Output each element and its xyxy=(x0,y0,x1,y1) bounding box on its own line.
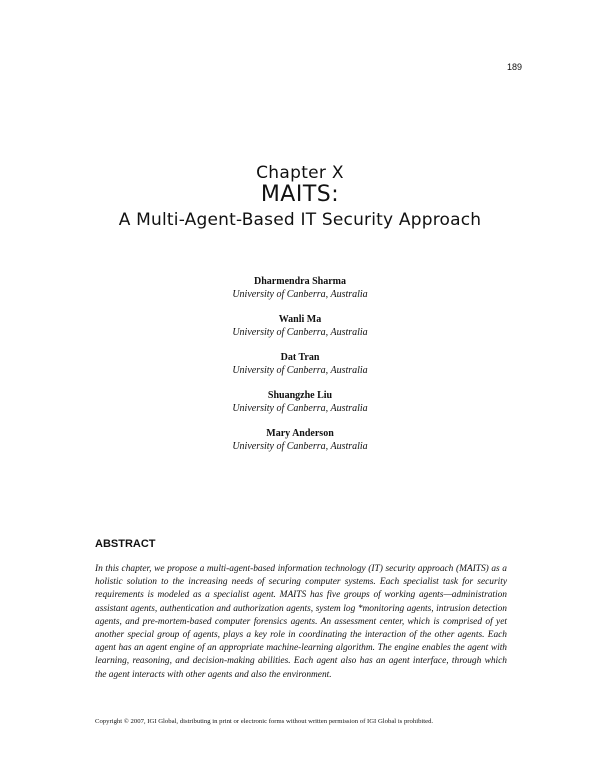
chapter-title: MAITS: xyxy=(260,182,340,207)
abstract-body: In this chapter, we propose a multi-agent-based information technology (IT) security approach (MAITS) as a holistic solution to the increasing needs of securing computer systems. Each specialist task for security requirements is modeled as a specialist agent. MAITS has five groups of working agents—administration assistant agents, authentication and authorization agents, system log *monitoring agents, intrusion detection agents, and pre-mortem-based computer forensics agents. An assessment center, which is comprised of yet another special group of agents, plays a key role in coordinating the interaction of the other agents. Each agent has an agent engine of an appropriate machine-learning algorithm. The engine enables the agent with learning, reasoning, and decision-making abilities. Each agent also has an agent interface, through which the agent interacts with other agents and also the environment. xyxy=(95,564,507,680)
chapter-subtitle: A Multi-Agent-Based IT Security Approach xyxy=(118,210,482,230)
author-block xyxy=(0,276,600,314)
author-affiliation: University of Canberra, Australia xyxy=(232,289,368,300)
author-affiliation: University of Canberra, Australia xyxy=(232,441,368,452)
author-name: Mary Anderson xyxy=(266,428,334,439)
author-list xyxy=(0,276,600,466)
chapter-label: Chapter X xyxy=(256,163,344,183)
author-name: Dat Tran xyxy=(280,352,320,363)
author-affiliation: University of Canberra, Australia xyxy=(232,365,368,376)
copyright-notice: Copyright © 2007, IGI Global, distributing in print or electronic forms without written permission of IGI Global is prohibited. xyxy=(95,718,434,725)
page-number: 189 xyxy=(506,62,522,72)
author-name: Shuangzhe Liu xyxy=(267,390,333,401)
author-affiliation: University of Canberra, Australia xyxy=(232,403,368,414)
author-name: Dharmendra Sharma xyxy=(254,276,346,287)
author-block xyxy=(0,352,600,390)
author-block xyxy=(0,314,600,352)
author-affiliation: University of Canberra, Australia xyxy=(232,327,368,338)
author-name: Wanli Ma xyxy=(278,314,322,325)
author-block xyxy=(0,390,600,428)
author-block xyxy=(0,428,600,466)
abstract-heading: ABSTRACT xyxy=(95,538,156,550)
